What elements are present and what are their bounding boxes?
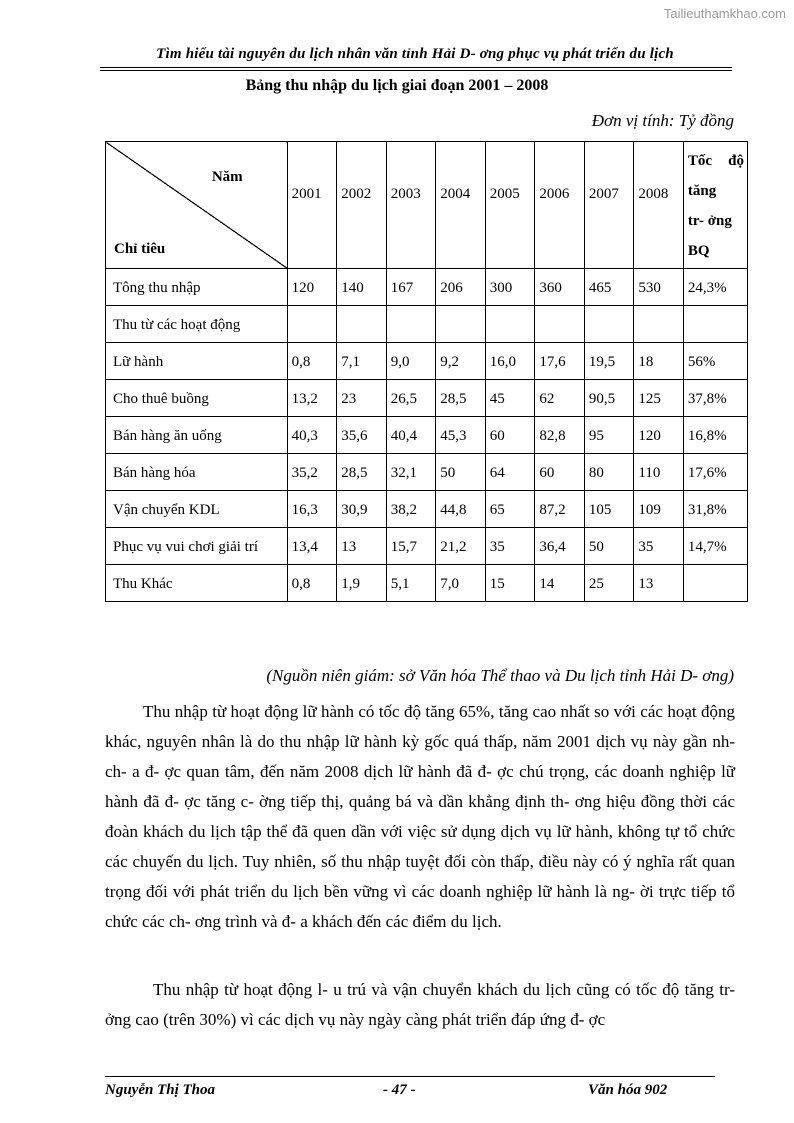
value-cell: 13,4	[287, 528, 337, 565]
corner-year-label: Năm	[211, 169, 243, 185]
value-cell: 19,5	[584, 343, 634, 380]
value-cell: 0,8	[287, 565, 337, 602]
growth-rate-cell: 37,8%	[683, 380, 747, 417]
value-cell: 17,6	[535, 343, 585, 380]
value-cell: 110	[634, 454, 684, 491]
year-header: 2004	[436, 142, 486, 269]
year-header: 2002	[337, 142, 387, 269]
value-cell: 18	[634, 343, 684, 380]
value-cell: 35	[485, 528, 535, 565]
rate-header-word: độ	[728, 153, 744, 169]
row-label: Bán hàng hóa	[106, 454, 288, 491]
value-cell: 9,2	[436, 343, 486, 380]
value-cell: 120	[634, 417, 684, 454]
row-label: Thu Khác	[106, 565, 288, 602]
year-header: 2008	[634, 142, 684, 269]
value-cell: 80	[584, 454, 634, 491]
value-cell: 45,3	[436, 417, 486, 454]
value-cell: 36,4	[535, 528, 585, 565]
value-cell: 38,2	[386, 491, 436, 528]
table-row	[106, 417, 748, 454]
table-title: Bảng thu nhập du lịch giai đoạn 2001 – 2008	[245, 77, 549, 94]
body-paragraph: Thu nhập từ hoạt động l- u trú và vận chuyển khách du lịch cũng có tốc độ tăng tr- ởng cao (trên 30%) vì các dịch vụ này ngày càng phát triển đáp ứng đ- ợc	[105, 980, 735, 1029]
value-cell: 167	[386, 269, 436, 306]
value-cell: 40,3	[287, 417, 337, 454]
value-cell: 1,9	[337, 565, 387, 602]
value-cell	[485, 306, 535, 343]
value-cell: 360	[535, 269, 585, 306]
value-cell: 65	[485, 491, 535, 528]
row-label: Bán hàng ăn uống	[106, 417, 288, 454]
page-number: - 47 -	[383, 1082, 416, 1098]
row-label: Vận chuyển KDL	[106, 491, 288, 528]
year-header: 2005	[485, 142, 535, 269]
value-cell: 35	[634, 528, 684, 565]
value-cell	[287, 306, 337, 343]
value-cell: 50	[584, 528, 634, 565]
value-cell: 120	[287, 269, 337, 306]
value-cell: 140	[337, 269, 387, 306]
value-cell: 45	[485, 380, 535, 417]
value-cell: 16,0	[485, 343, 535, 380]
growth-rate-cell	[683, 565, 747, 602]
value-cell: 60	[535, 454, 585, 491]
table-unit: Đơn vị tính: Tỷ đồng	[591, 111, 734, 130]
value-cell: 530	[634, 269, 684, 306]
table-row	[106, 380, 748, 417]
value-cell: 35,2	[287, 454, 337, 491]
row-label: Thu từ các hoạt động	[106, 306, 288, 343]
row-label: Lữ hành	[106, 343, 288, 380]
value-cell: 44,8	[436, 491, 486, 528]
body-paragraph: Thu nhập từ hoạt động lữ hành có tốc độ tăng 65%, tăng cao nhất so với các hoạt động khác, nguyên nhân là do thu nhập lữ hành kỳ gốc quá thấp, năm 2001 dịch vụ này gần nh- ch- a đ- ợc quan tâm, đến năm 2008 dịch lữ hành đã đ- ợc chú trọng, các doanh nghiệp lữ hành đã đ- ợc tăng c- ờng tiếp thị, quảng bá và dần khẳng định th- ơng hiệu đồng thời các đoàn khách du lịch tập thể đã quen dần với việc sử dụng dịch vụ lữ hành, không tự tổ chức các chuyến du lịch. Tuy nhiên, số thu nhập tuyệt đối còn thấp, điều này có ý nghĩa rất quan trọng đối với phát triển du lịch bền vững vì các doanh nghiệp lữ hành là ng- ời trực tiếp tổ chức các ch- ơng trình và đ- a khách đến các điểm du lịch.	[105, 702, 735, 931]
value-cell: 7,1	[337, 343, 387, 380]
value-cell: 82,8	[535, 417, 585, 454]
value-cell: 28,5	[436, 380, 486, 417]
value-cell: 0,8	[287, 343, 337, 380]
growth-rate-cell	[683, 306, 747, 343]
value-cell	[436, 306, 486, 343]
value-cell: 23	[337, 380, 387, 417]
value-cell: 105	[584, 491, 634, 528]
value-cell: 28,5	[337, 454, 387, 491]
year-header: 2003	[386, 142, 436, 269]
watermark: Tailieuthamkhao.com	[663, 6, 786, 21]
value-cell: 21,2	[436, 528, 486, 565]
value-cell: 109	[634, 491, 684, 528]
value-cell: 30,9	[337, 491, 387, 528]
value-cell: 64	[485, 454, 535, 491]
growth-rate-cell: 56%	[683, 343, 747, 380]
footer-class: Văn hóa 902	[588, 1082, 668, 1098]
growth-rate-cell: 14,7%	[683, 528, 747, 565]
value-cell	[337, 306, 387, 343]
header-rule	[100, 67, 732, 71]
value-cell: 35,6	[337, 417, 387, 454]
year-header: 2001	[287, 142, 337, 269]
row-label: Cho thuê buồng	[106, 380, 288, 417]
value-cell: 5,1	[386, 565, 436, 602]
value-cell: 62	[535, 380, 585, 417]
table-row	[106, 454, 748, 491]
value-cell: 26,5	[386, 380, 436, 417]
value-cell: 13,2	[287, 380, 337, 417]
rate-header-line: tăng	[687, 183, 717, 199]
value-cell: 15	[485, 565, 535, 602]
corner-header-cell	[106, 142, 288, 269]
value-cell: 125	[634, 380, 684, 417]
footer-rule	[105, 1076, 715, 1077]
value-cell: 32,1	[386, 454, 436, 491]
value-cell: 15,7	[386, 528, 436, 565]
table-header-row	[106, 142, 748, 269]
value-cell	[535, 306, 585, 343]
table-row	[106, 491, 748, 528]
table-row	[106, 306, 748, 343]
growth-rate-cell: 16,8%	[683, 417, 747, 454]
growth-rate-cell: 17,6%	[683, 454, 747, 491]
value-cell: 300	[485, 269, 535, 306]
growth-rate-cell: 24,3%	[683, 269, 747, 306]
value-cell: 9,0	[386, 343, 436, 380]
table-body	[106, 269, 748, 602]
value-cell: 40,4	[386, 417, 436, 454]
table-source: (Nguồn niên giám: sở Văn hóa Thể thao và Du lịch tỉnh Hải D- ơng)	[266, 666, 734, 685]
year-header: 2006	[535, 142, 585, 269]
growth-rate-cell: 31,8%	[683, 491, 747, 528]
value-cell: 206	[436, 269, 486, 306]
table-row	[106, 269, 748, 306]
row-label: Tông thu nhập	[106, 269, 288, 306]
value-cell: 465	[584, 269, 634, 306]
value-cell: 90,5	[584, 380, 634, 417]
rate-header-line: tr- ởng	[687, 213, 732, 229]
value-cell: 13	[634, 565, 684, 602]
value-cell: 14	[535, 565, 585, 602]
value-cell: 87,2	[535, 491, 585, 528]
value-cell: 7,0	[436, 565, 486, 602]
footer-author: Nguyễn Thị Thoa	[105, 1082, 216, 1098]
table-row	[106, 343, 748, 380]
value-cell: 16,3	[287, 491, 337, 528]
rate-header-word: Tốc	[687, 153, 713, 169]
value-cell	[584, 306, 634, 343]
corner-indicator-label: Chỉ tiêu	[114, 241, 166, 257]
value-cell: 50	[436, 454, 486, 491]
value-cell: 25	[584, 565, 634, 602]
value-cell: 13	[337, 528, 387, 565]
year-header: 2007	[584, 142, 634, 269]
rate-header-line: BQ	[687, 243, 710, 259]
table-row	[106, 565, 748, 602]
value-cell: 60	[485, 417, 535, 454]
growth-rate-header	[683, 142, 747, 269]
value-cell	[634, 306, 684, 343]
running-header: Tìm hiểu tài nguyên du lịch nhân văn tỉnh Hải D- ơng phục vụ phát triển du lịch	[156, 46, 674, 62]
table-row	[106, 528, 748, 565]
value-cell: 95	[584, 417, 634, 454]
income-table	[105, 141, 748, 602]
value-cell	[386, 306, 436, 343]
row-label: Phục vụ vui chơi giải trí	[106, 528, 288, 565]
